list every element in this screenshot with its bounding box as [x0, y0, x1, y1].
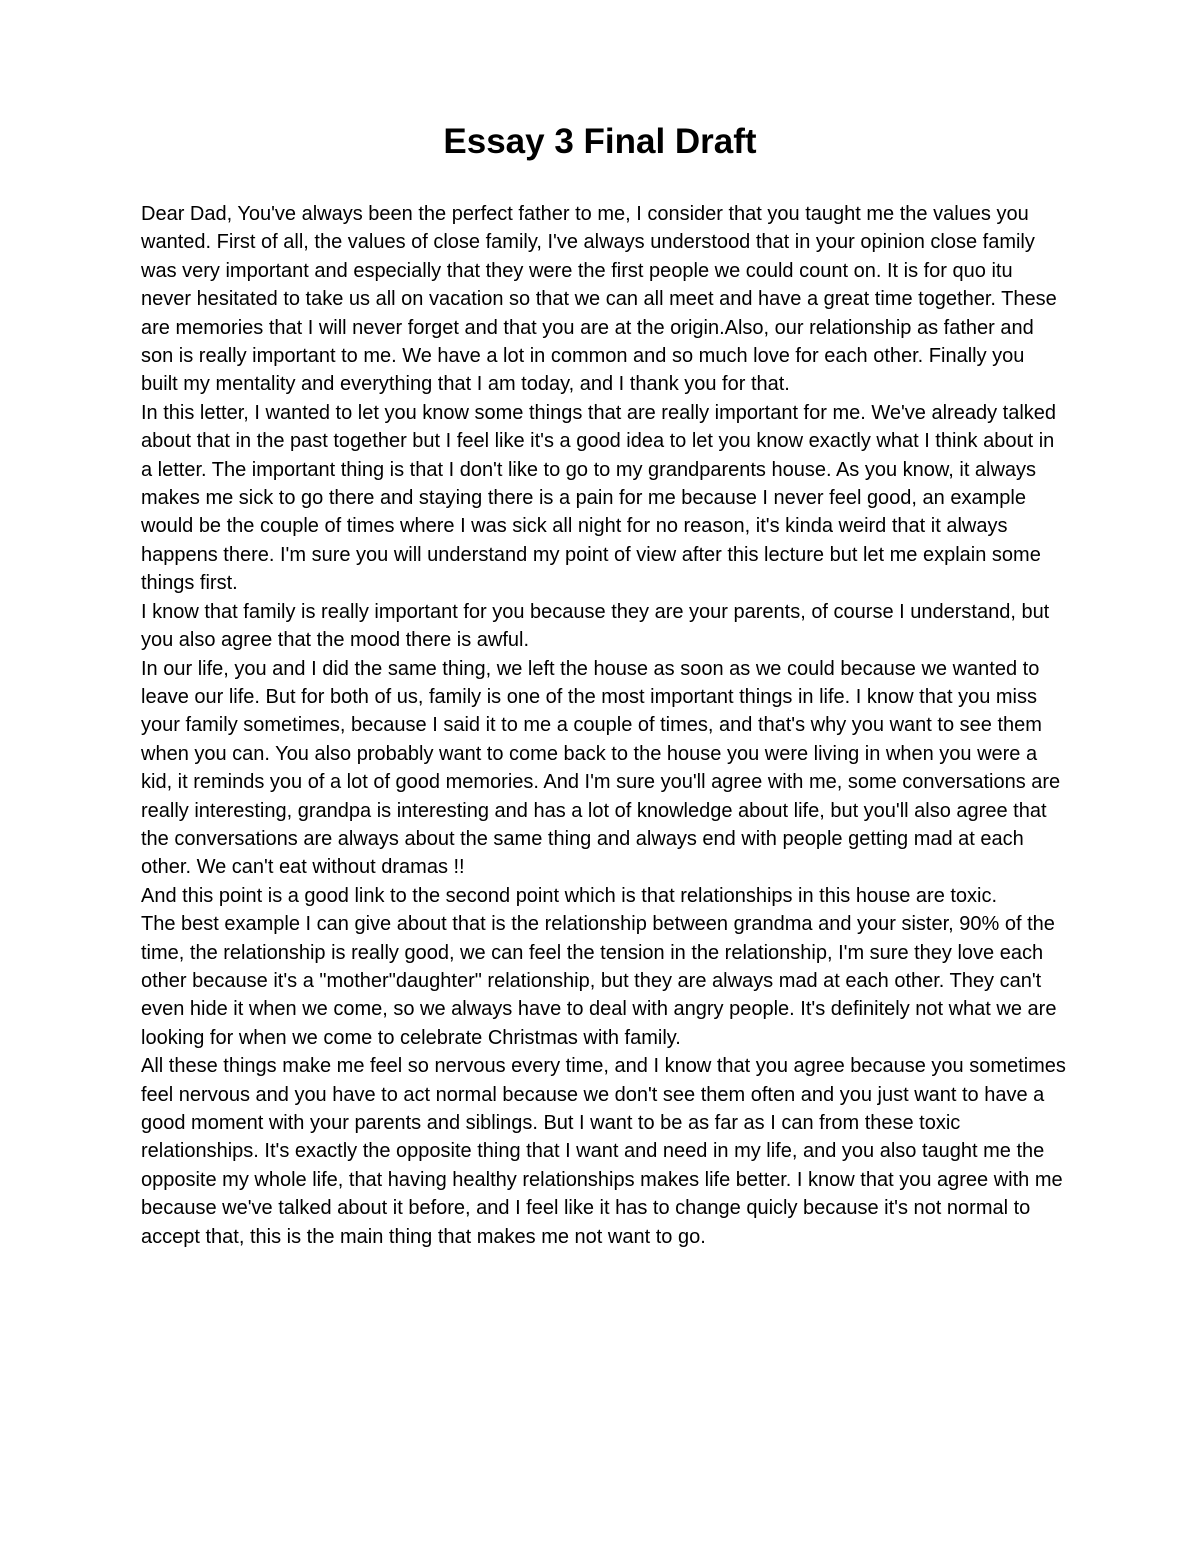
document-body [141, 200, 1066, 1251]
paragraph-letter-intent: In this letter, I wanted to let you know some things that are really important for me. We've already talked about that in the past together but I feel like it's a good idea to let you know exactly what I think about in a letter. The important thing is that I don't like to go to my grandparents house. As you know, it always makes me sick to go there and staying there is a pain for me because I never feel good, an example would be the couple of times where I was sick all night for no reason, it's kinda weird that it always happens there. I'm sure you will understand my point of view after this lecture but let me explain some things first. [141, 401, 1057, 595]
paragraph-family-importance: I know that family is really important for you because they are your parents, of course I understand, but you also agree that the mood there is awful. [141, 600, 1050, 652]
document-title: Essay 3 Final Draft [443, 122, 757, 161]
paragraph-nervous: All these things make me feel so nervous every time, and I know that you agree because you sometimes feel nervous and you have to act normal because we don't see them often and you just want to have a good moment with your parents and siblings. But I want to be as far as I can from these toxic relationships. It's exactly the opposite thing that I want and need in my life, and you also taught me the opposite my whole life, that having healthy relationships makes life better. I know that you agree with me because we've talked about it before, and I feel like it has to change quicly because it's not normal to accept that, this is the main thing that makes me not want to go. [141, 1055, 1066, 1248]
paragraph-second-point: And this point is a good link to the second point which is that relationships in this house are toxic. [141, 884, 998, 907]
paragraph-best-example: The best example I can give about that is the relationship between grandma and your sister, 90% of the time, the relationship is really good, we can feel the tension in the relationship, I'm sure they love each other because it's a "mother"daughter" relationship, but they are always mad at each other. They can't even hide it when we come, so we always have to deal with angry people. It's definitely not what we are looking for when we come to celebrate Christmas with family. [141, 913, 1057, 1049]
paragraph-greeting: Dear Dad, You've always been the perfect father to me, I consider that you taught me the values you wanted. First of all, the values of close family, I've always understood that in your opinion close family was very important and especially that they were the first people we could count on. It is for quo itu never hesitated to take us all on vacation so that we can all meet and have a great time together. These are memories that I will never forget and that you are at the origin.Also, our relationship as father and son is really important to me. We have a lot in common and so much love for each other. Finally you built my mentality and everything that I am today, and I thank you for that. [141, 203, 1057, 396]
paragraph-our-life: In our life, you and I did the same thing, we left the house as soon as we could because we wanted to leave our life. But for both of us, family is one of the most important things in life. I know that you miss your family sometimes, because I said it to me a couple of times, and that's why you want to see them when you can. You also probably want to come back to the house you were living in when you were a kid, it reminds you of a lot of good memories. And I'm sure you'll agree with me, some conversations are really interesting, grandpa is interesting and has a lot of knowledge about life, but you'll also agree that the conversations are always about the same thing and always end with people getting mad at each other. We can't eat without dramas !! [141, 657, 1061, 879]
